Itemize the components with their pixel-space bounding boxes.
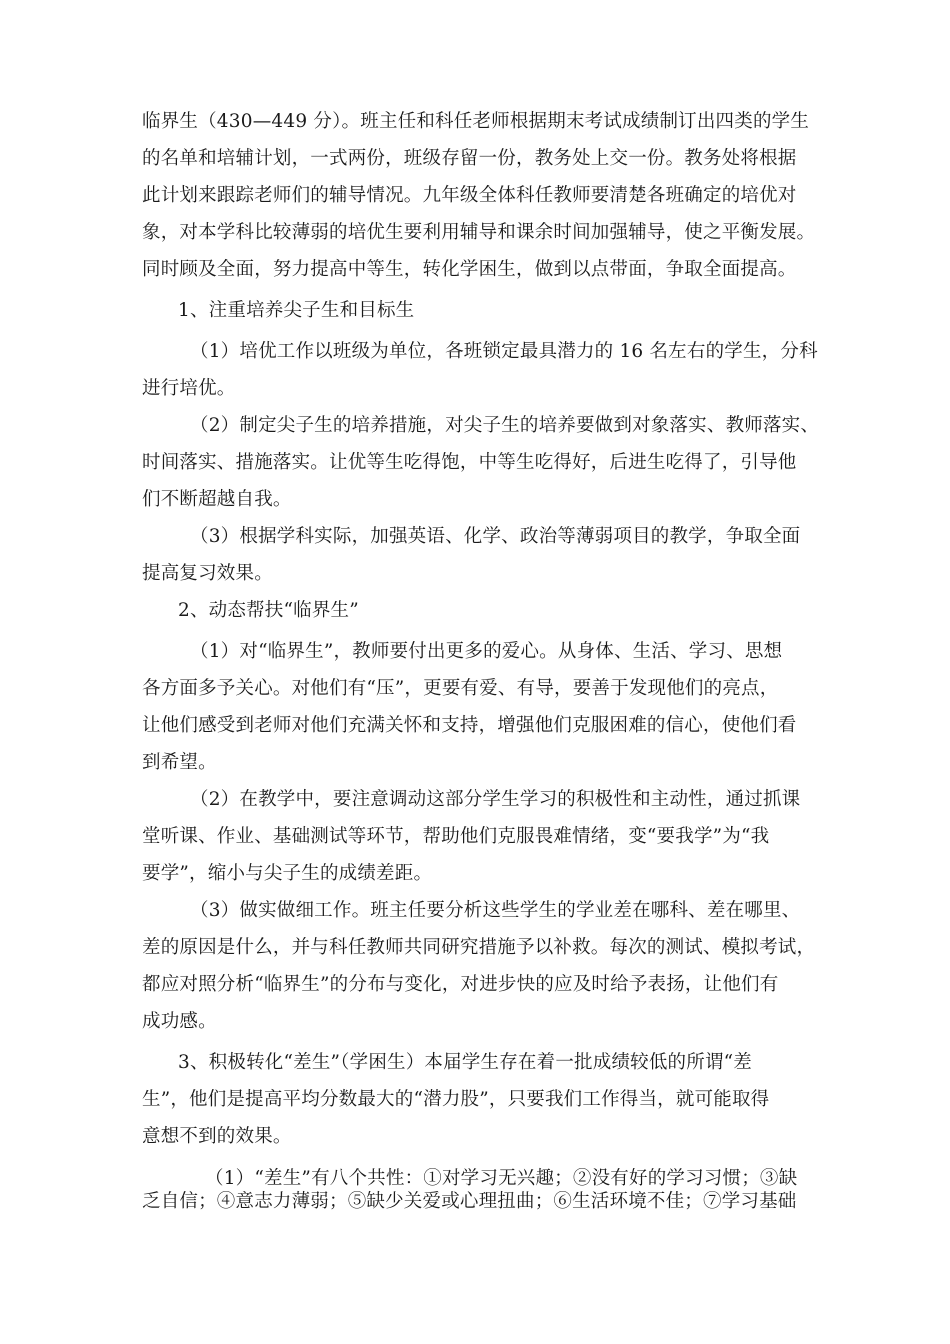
- paragraph-line: （3）根据学科实际，加强英语、化学、政治等薄弱项目的教学，争取全面: [190, 526, 801, 547]
- paragraph-line: 堂听课、作业、基础测试等环节，帮助他们克服畏难情绪，变“要我学”为“我: [142, 826, 770, 847]
- paragraph-line: 们不断超越自我。: [142, 489, 292, 510]
- paragraph-line: 象，对本学科比较薄弱的培优生要利用辅导和课余时间加强辅导，使之平衡发展。: [142, 222, 816, 243]
- paragraph-line: （2）制定尖子生的培养措施，对尖子生的培养要做到对象落实、教师落实、: [190, 415, 820, 436]
- paragraph-line: 此计划来跟踪老师们的辅导情况。九年级全体科任教师要清楚各班确定的培优对: [142, 185, 797, 206]
- section-heading-2: 2、动态帮扶“临界生”: [178, 600, 359, 621]
- paragraph-line: 乏自信；④意志力薄弱；⑤缺少关爱或心理扭曲；⑥生活环境不佳；⑦学习基础: [142, 1191, 797, 1212]
- paragraph-line: 临界生（430—449 分）。班主任和科任老师根据期末考试成绩制订出四类的学生: [142, 111, 810, 132]
- section-heading-1: 1、注重培养尖子生和目标生: [178, 300, 415, 321]
- paragraph-line: 到希望。: [142, 752, 217, 773]
- paragraph-line: 差的原因是什么，并与科任教师共同研究措施予以补救。每次的测试、模拟考试，: [142, 937, 816, 958]
- paragraph-line: （1）对“临界生”，教师要付出更多的爱心。从身体、生活、学习、思想: [190, 641, 783, 662]
- paragraph-line: （1）培优工作以班级为单位，各班锁定最具潜力的 16 名左右的学生，分科: [190, 341, 818, 362]
- paragraph-line: 提高复习效果。: [142, 563, 273, 584]
- paragraph-line: （1）“差生”有八个共性：①对学习无兴趣；②没有好的学习习惯；③缺: [205, 1168, 798, 1189]
- paragraph-line: 同时顾及全面，努力提高中等生，转化学困生，做到以点带面，争取全面提高。: [142, 259, 797, 280]
- paragraph-line: 的名单和培辅计划，一式两份，班级存留一份，教务处上交一份。教务处将根据: [142, 148, 797, 169]
- paragraph-line: 要学”，缩小与尖子生的成绩差距。: [142, 863, 433, 884]
- paragraph-line: 时间落实、措施落实。让优等生吃得饱，中等生吃得好，后进生吃得了，引导他: [142, 452, 797, 473]
- paragraph-line: 让他们感受到老师对他们充满关怀和支持，增强他们克服困难的信心，使他们看: [142, 715, 797, 736]
- paragraph-line: 都应对照分析“临界生”的分布与变化，对进步快的应及时给予表扬，让他们有: [142, 974, 779, 995]
- paragraph-line: 成功感。: [142, 1011, 217, 1032]
- paragraph-line: （2）在教学中，要注意调动这部分学生学习的积极性和主动性，通过抓课: [190, 789, 801, 810]
- paragraph-line: 生”，他们是提高平均分数最大的“潜力股”，只要我们工作得当，就可能取得: [142, 1089, 770, 1110]
- paragraph-line: （3）做实做细工作。班主任要分析这些学生的学业差在哪科、差在哪里、: [190, 900, 801, 921]
- paragraph-line: 进行培优。: [142, 378, 236, 399]
- paragraph-line: 各方面多予关心。对他们有“压”，更要有爱、有导，要善于发现他们的亮点，: [142, 678, 779, 699]
- paragraph-line: 意想不到的效果。: [142, 1126, 292, 1147]
- section-heading-3: 3、积极转化“差生”（学困生）本届学生存在着一批成绩较低的所谓“差: [178, 1052, 752, 1073]
